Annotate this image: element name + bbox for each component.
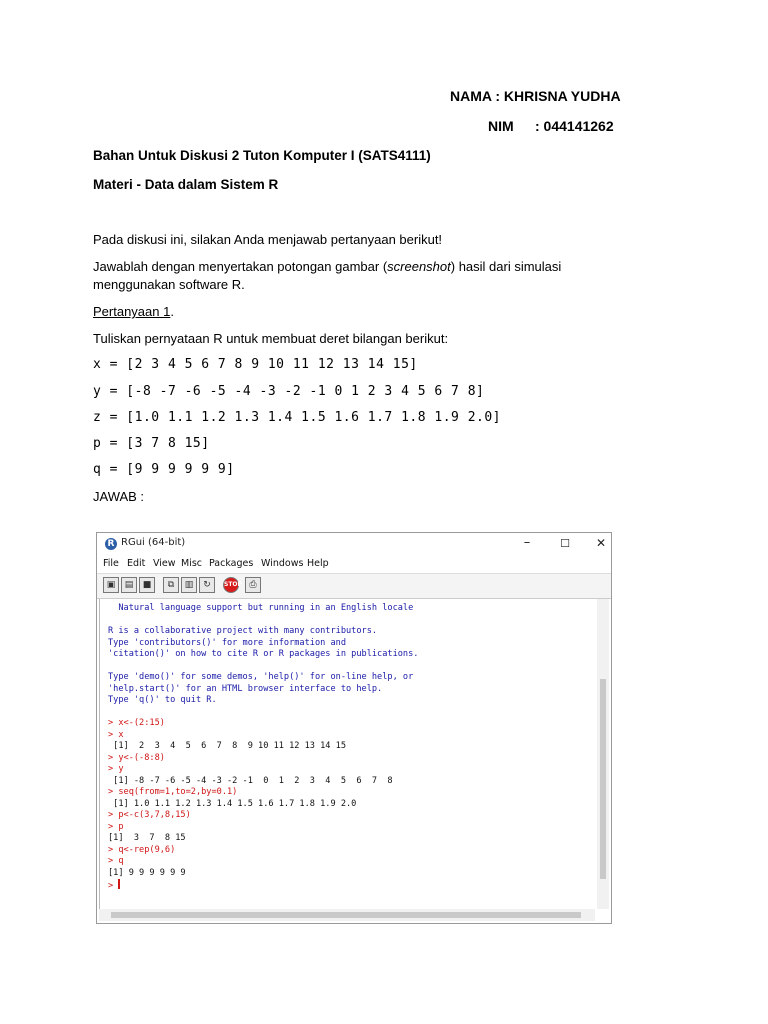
intro-text: Pada diskusi ini, silakan Anda menjawab pertanyaan berikut! [93, 232, 443, 247]
console-command: > x [108, 729, 124, 740]
text-cursor [118, 879, 120, 889]
rgui-titlebar [97, 533, 611, 555]
open-script-icon[interactable]: ▣ [103, 577, 119, 593]
console-command: > y<-(-8:8) [108, 752, 165, 763]
console-output: Type 'demo()' for some demos, 'help()' for on-line help, or [108, 672, 414, 682]
menu-misc[interactable]: Misc [181, 558, 203, 569]
r-logo-icon: R [105, 538, 117, 550]
sequence-y: y = [-8 -7 -6 -5 -4 -3 -2 -1 0 1 2 3 4 5 6 7 8] [93, 384, 485, 399]
menu-file[interactable]: File [103, 558, 119, 569]
rgui-menubar [97, 555, 611, 573]
save-icon[interactable]: ■ [139, 577, 155, 593]
sequence-q: q = [9 9 9 9 9 9] [93, 462, 235, 477]
instruction-line-1 [93, 259, 561, 274]
copy-icon[interactable]: ⧉ [163, 577, 179, 593]
instruction-line-2: menggunakan software R. [93, 277, 245, 292]
rgui-toolbar [97, 573, 611, 599]
menu-help[interactable]: Help [307, 558, 329, 569]
maximize-button[interactable]: ☐ [560, 537, 570, 550]
console-command: > seq(from=1,to=2,by=0.1) [108, 787, 238, 797]
console-output: [1] 2 3 4 5 6 7 8 9 10 11 12 13 14 15 [108, 741, 346, 751]
rgui-window [96, 532, 612, 924]
console-output: [1] 9 9 9 9 9 9 [108, 867, 186, 878]
sequence-p: p = [3 7 8 15] [93, 436, 210, 451]
load-workspace-icon[interactable]: ▤ [121, 577, 137, 593]
console-output: [1] 3 7 8 15 [108, 833, 186, 843]
close-button[interactable]: ✕ [595, 536, 607, 550]
horizontal-scrollbar[interactable] [99, 909, 595, 921]
console-command: > p [108, 821, 124, 832]
console-output: Type 'q()' to quit R. [108, 695, 217, 705]
menu-view[interactable]: View [153, 558, 176, 569]
minimize-button[interactable]: – [523, 535, 531, 550]
stop-icon[interactable]: STOP [223, 577, 239, 593]
instruction-part-2: ) hasil dari simulasi [450, 259, 562, 274]
console-command: > q [108, 856, 124, 866]
instruction-part-1: Jawablah dengan menyertakan potongan gambar ( [93, 259, 388, 274]
copy-paste-icon[interactable]: ↻ [199, 577, 215, 593]
console-output: R is a collaborative project with many contributors. [108, 626, 378, 636]
question-heading-text: Pertanyaan 1 [93, 304, 171, 319]
menu-windows[interactable]: Windows [261, 558, 304, 569]
console-command: > q<-rep(9,6) [108, 844, 176, 855]
vertical-scrollbar[interactable] [597, 599, 609, 909]
console-output: [1] -8 -7 -6 -5 -4 -3 -2 -1 0 1 2 3 4 5 6 7 8 [108, 775, 393, 786]
doc-materi: Materi - Data dalam Sistem R [93, 177, 279, 192]
print-icon[interactable]: ⎙ [245, 577, 261, 593]
console-output: [1] 1.0 1.1 1.2 1.3 1.4 1.5 1.6 1.7 1.8 1.9 2.0 [108, 798, 357, 809]
console-command: > [108, 881, 119, 891]
console-command: > p<-c(3,7,8,15) [108, 810, 191, 820]
menu-edit[interactable]: Edit [127, 558, 146, 569]
jawab-label: JAWAB : [93, 489, 145, 504]
menu-packages[interactable]: Packages [209, 558, 254, 569]
sequence-z: z = [1.0 1.1 1.2 1.3 1.4 1.5 1.6 1.7 1.8 1.9 2.0] [93, 410, 502, 425]
question-heading-dot: . [170, 304, 174, 319]
nim-value: : 044141262 [535, 118, 614, 134]
nim-label: NIM [488, 118, 514, 134]
console-output: Type 'contributors()' for more information and [108, 637, 346, 648]
console-output: Natural language support but running in an English locale [108, 603, 414, 613]
doc-title: Bahan Untuk Diskusi 2 Tuton Komputer I (SATS4111) [93, 148, 431, 163]
horizontal-scroll-thumb[interactable] [111, 912, 581, 918]
console-command: > x<-(2:15) [108, 718, 165, 728]
console-output: 'help.start()' for an HTML browser interface to help. [108, 683, 383, 694]
console-output: 'citation()' on how to cite R or R packages in publications. [108, 649, 419, 659]
vertical-scroll-thumb[interactable] [600, 679, 606, 879]
question-text: Tuliskan pernyataan R untuk membuat deret bilangan berikut: [93, 331, 449, 346]
paste-icon[interactable]: ▥ [181, 577, 197, 593]
rgui-console[interactable] [99, 599, 596, 909]
student-name: NAMA : KHRISNA YUDHA [450, 88, 621, 104]
question-heading [93, 304, 174, 319]
rgui-title: RGui (64-bit) [121, 537, 186, 548]
console-command: > y [108, 764, 124, 774]
sequence-x: x = [2 3 4 5 6 7 8 9 10 11 12 13 14 15] [93, 357, 418, 372]
instruction-italic: screenshot [387, 259, 451, 274]
